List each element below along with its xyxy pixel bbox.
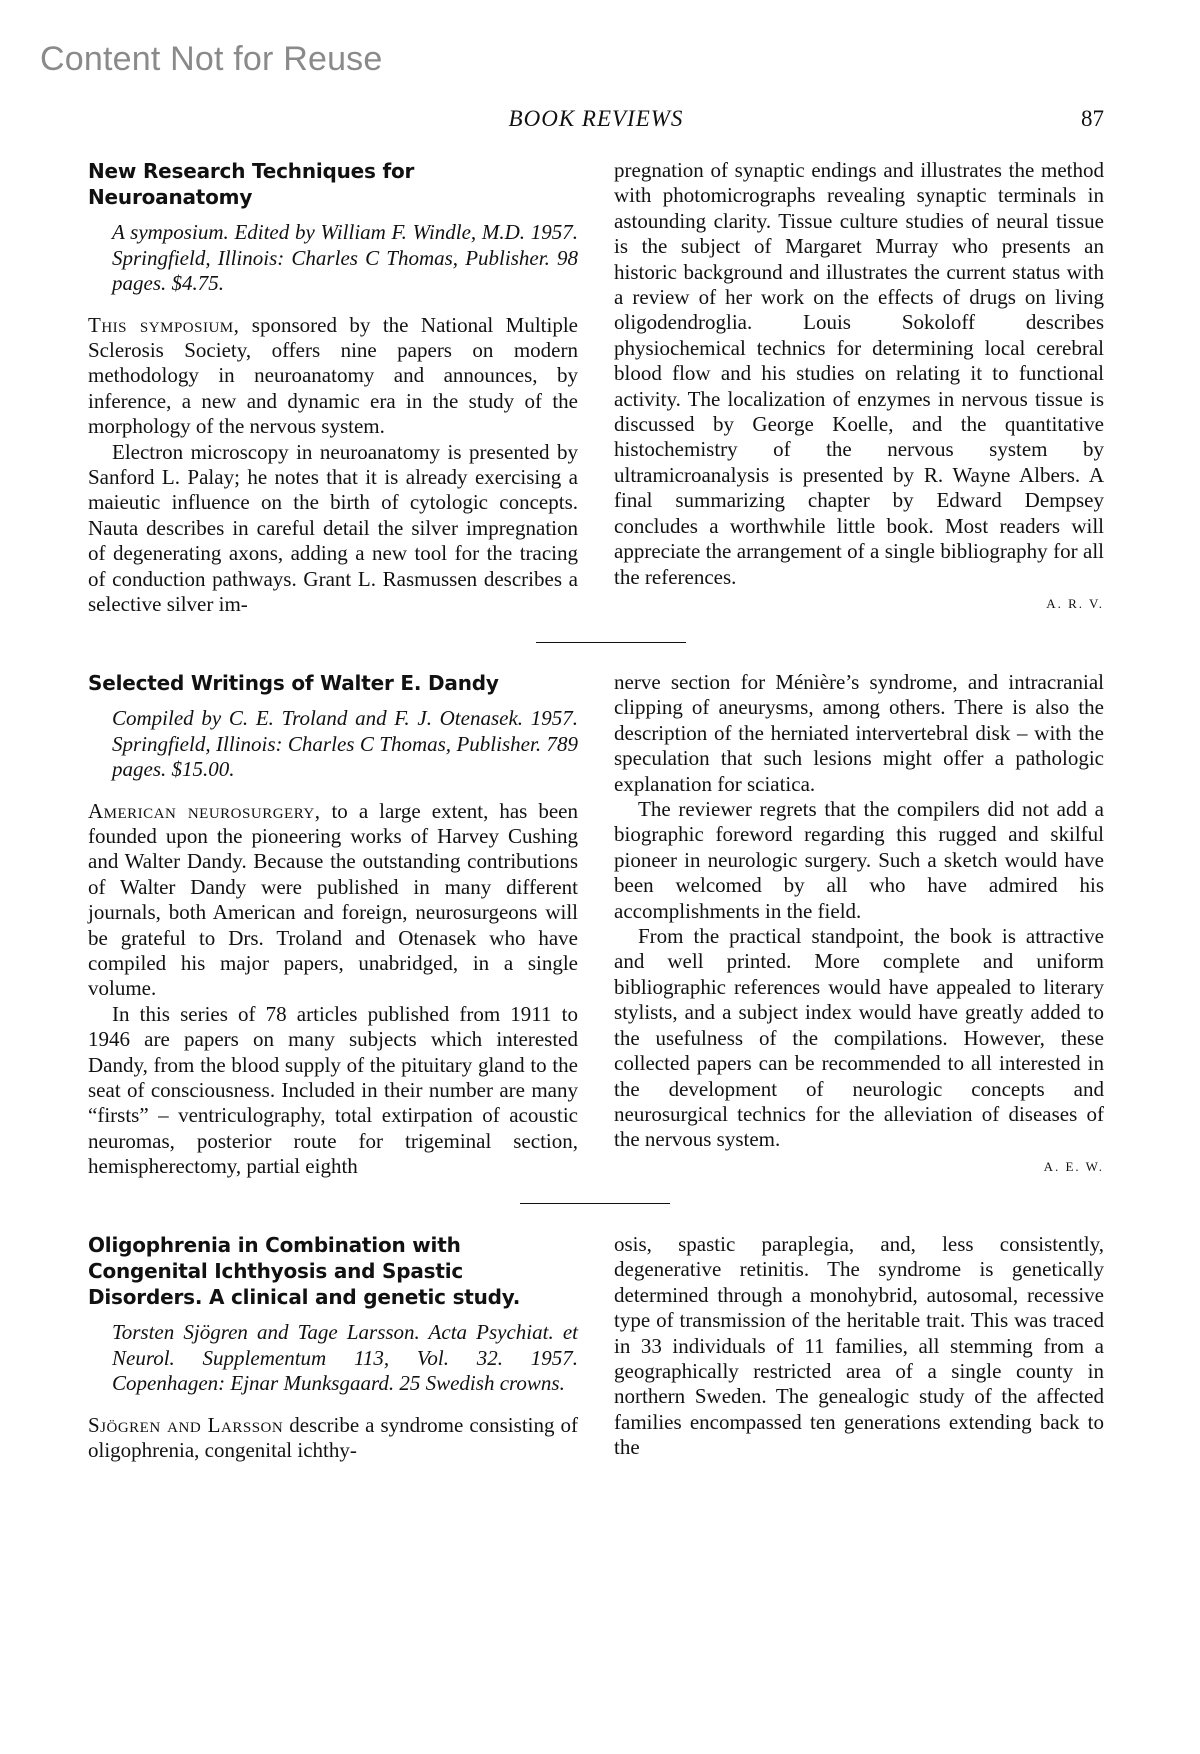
review-citation: A symposium. Edited by William F. Windle, M.D. 1957. Springfield, Illinois: Charles C Thomas, Publisher. 98 pages. $4.75. xyxy=(112,220,578,295)
review-3-right-column xyxy=(614,1232,1104,1461)
review-paragraph xyxy=(88,1413,578,1464)
review-2-left-column xyxy=(88,670,578,1180)
review-citation: Torsten Sjögren and Tage Larsson. Acta Psychiat. et Neurol. Supplementum 113, Vol. 32. 1957. Copenhagen: Ejnar Munksgaard. 25 Swedish crowns. xyxy=(112,1320,578,1395)
paragraph-lead: Sjögren and Larsson xyxy=(88,1412,284,1437)
review-1-right-column xyxy=(614,158,1104,612)
paragraph-text: sponsored by the National Multiple Sclerosis Society, offers nine papers on modern methodology in neuroanatomy and announces, by inference, a new and dynamic era in the study of the morphology of the nervous system. xyxy=(88,312,578,439)
review-paragraph: Electron microscopy in neuroanatomy is presented by Sanford L. Palay; he notes that it is already exercising a maieutic influence on the birth of cytologic concepts. Nauta describes in careful detail the silver impregnation of degenerating axons, adding a new tool for the tracing of conduction pathways. Grant L. Rasmussen describes a selective silver im- xyxy=(88,439,578,616)
running-head xyxy=(88,106,1104,136)
reviewer-initials: A. E. W. xyxy=(1043,1158,1104,1174)
review-citation: Compiled by C. E. Troland and F. J. Otenasek. 1957. Springfield, Illinois: Charles C Thomas, Publisher. 789 pages. $15.00. xyxy=(112,706,578,781)
section-divider xyxy=(536,642,686,643)
running-head-title: BOOK REVIEWS xyxy=(508,106,684,131)
review-paragraph: nerve section for Ménière’s syndrome, and intracranial clipping of aneurysms, among others. There is also the description of the herniated intervertebral disk – with the speculation that such lesions might offer a pathologic explanation for sciatica. xyxy=(614,670,1104,796)
review-title: New Research Techniques for Neuroanatomy xyxy=(88,159,415,209)
paragraph-text: to a large extent, has been founded upon the pioneering works of Harvey Cushing and Walter Dandy. Because the outstanding contributions of Walter Dandy were published in many different journals, both American and foreign, neurosurgeons will be grateful to Drs. Troland and Otenasek who have compiled his major papers, unabridged, in a single volume. xyxy=(88,798,578,1001)
paragraph-lead: This symposium, xyxy=(88,312,240,337)
paragraph-lead: American neurosurgery, xyxy=(88,798,321,823)
review-paragraph: osis, spastic paraplegia, and, less consistently, degenerative retinitis. The syndrome is genetically determined through a monohybrid, autosomal, recessive type of transmission of the heritable trait. This was traced in 33 individuals of 11 families, all stemming from a geographically restricted area of a single county in northern Sweden. The genealogic study of the affected families encompassed ten generations extending back to the xyxy=(614,1232,1104,1460)
paragraph-text: describe a syndrome consisting of oligophrenia, congenital ichthy- xyxy=(88,1412,578,1462)
review-paragraph: From the practical standpoint, the book is attractive and well printed. More complete and uniform bibliographic references would have appealed to literary stylists, and a subject index would have greatly added to the usefulness of the compilations. However, these collected papers can be recommended to all interested in the development of neurologic concepts and neurosurgical technics for the alleviation of diseases of the nervous system. xyxy=(614,924,1104,1152)
review-paragraph: In this series of 78 articles published from 1911 to 1946 are papers on many subjects which interested Dandy, from the blood supply of the pituitary gland to the seat of consciousness. Included in their number are many “firsts” – ventriculography, total extirpation of acoustic neuromas, posterior route for trigeminal section, hemispherectomy, partial eighth xyxy=(88,1001,578,1179)
review-paragraph: pregnation of synaptic endings and illustrates the method with photomicrographs revealing synaptic terminals in astounding clarity. Tissue culture studies of neural tissue is the subject of Margaret Murray who presents an historic background and illustrates the current status with a review of her work on the effects of drugs on living oligodendroglia. Louis Sokoloff describes physiochemical technics for determining local cerebral blood flow and his studies on relating it to functional activity. The localization of enzymes in nervous tissue is discussed by George Koelle, and the quantitative histochemistry of the nervous system by ultramicroanalysis is presented by R. Wayne Albers. A final summarizing chapter by Edward Dempsey concludes a worthwhile little book. Most readers will appreciate the arrangement of a single bibliography for all the references. xyxy=(614,158,1104,589)
review-paragraph: The reviewer regrets that the compilers did not add a biographic foreword regarding this rugged and skilful pioneer in neurologic surgery. Such a sketch would have been welcomed by all who have admired his accomplishments in the field. xyxy=(614,797,1104,923)
review-title: Selected Writings of Walter E. Dandy xyxy=(88,671,499,695)
review-title: Oligophrenia in Combination with Congenital Ichthyosis and Spastic Disorders. A clinical and genetic study. xyxy=(88,1233,521,1309)
watermark: Content Not for Reuse xyxy=(40,40,383,78)
section-divider xyxy=(520,1203,670,1204)
review-3-left-column xyxy=(88,1232,578,1463)
review-1-left-column xyxy=(88,158,578,617)
reviewer-initials: A. R. V. xyxy=(1046,595,1104,611)
page-number: 87 xyxy=(1081,106,1104,131)
review-paragraph xyxy=(88,799,578,1002)
review-2-right-column xyxy=(614,670,1104,1175)
review-paragraph xyxy=(88,313,578,440)
